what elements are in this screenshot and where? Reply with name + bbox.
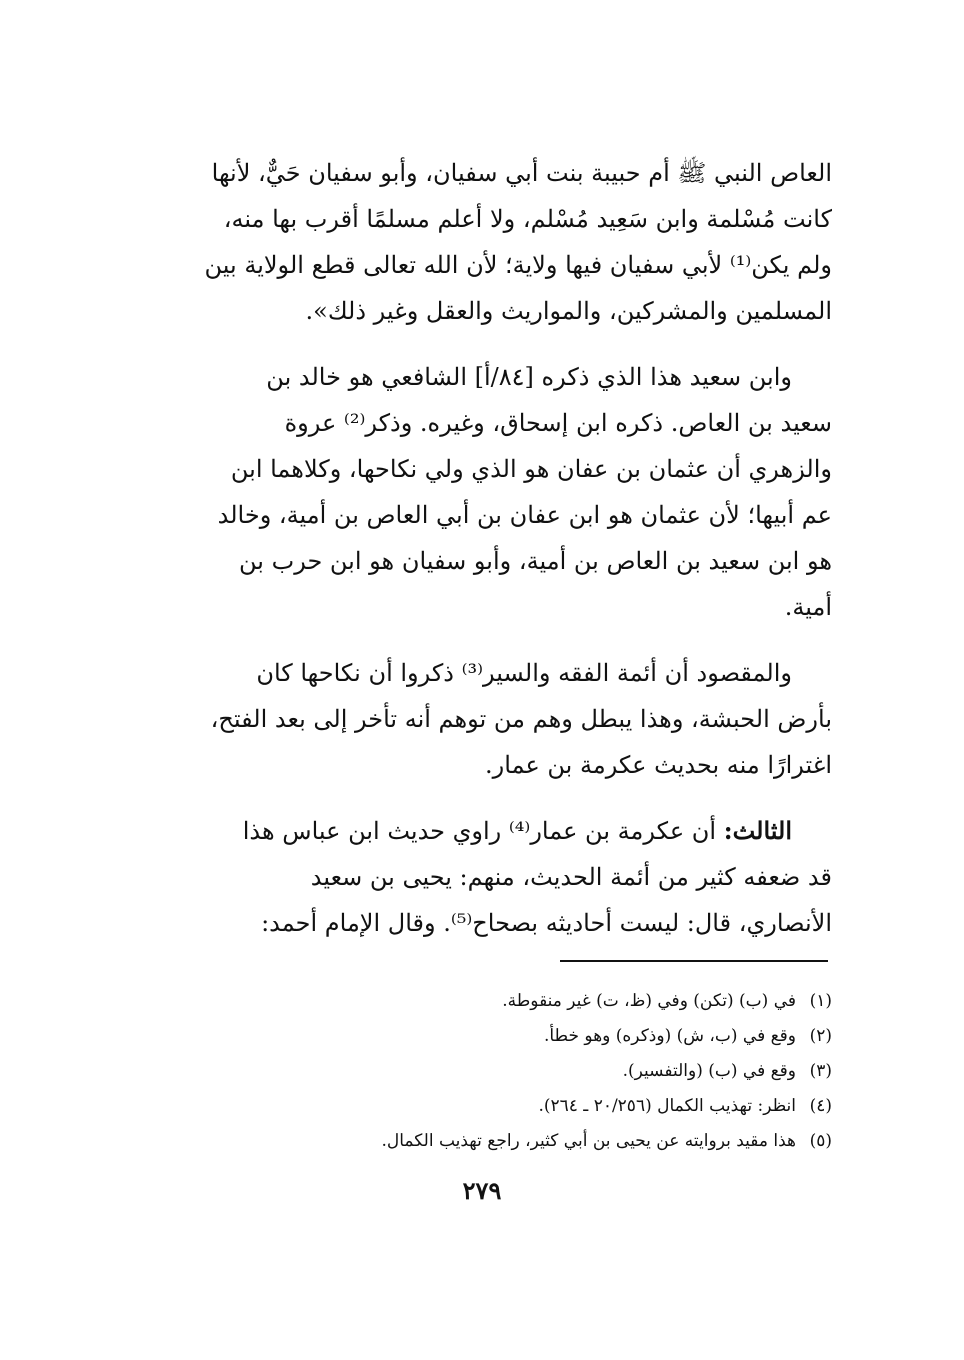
footnote-text: وقع في (ب، ش) (وذكره) وهو خطأ. — [543, 1026, 796, 1046]
text-line: وابن سعيد هذا الذي ذكره [٨٤/أ] الشافعي هو خالد بن — [266, 363, 792, 391]
footnote-number: (٥) — [809, 1131, 832, 1151]
text-line: اغترارًا منه بحديث عكرمة بن عمار. — [485, 751, 832, 779]
footnote-number: (١) — [809, 991, 832, 1011]
footnote-number: (٣) — [809, 1061, 832, 1081]
footnote — [200, 1124, 832, 1159]
footnote-number: (٢) — [809, 1026, 832, 1046]
footnotes — [200, 984, 832, 1159]
footnote-number: (٤) — [809, 1096, 832, 1116]
paragraph-1 — [132, 150, 832, 334]
text-line: والزهري أن عثمان بن عفان هو الذي ولي نكاحها، وكلاهما ابن — [230, 455, 832, 483]
text-line: العاص النبي ﷺ أم حبيبة بنت أبي سفيان، وأبو سفيان حَيٌّ، لأنها — [211, 159, 832, 187]
footnote-text: انظر: تهذيب الكمال (٢٠/٢٥٦ ـ ٢٦٤). — [538, 1096, 796, 1116]
text-line: ولم يكن⁽¹⁾ لأبي سفيان فيها ولاية؛ لأن الله تعالى قطع الولاية بين — [204, 251, 832, 279]
text-line: بأرض الحبشة، وهذا يبطل وهم من توهم أنه تأخر إلى بعد الفتح، — [210, 705, 832, 733]
footnote — [200, 984, 832, 1019]
paragraph-4 — [132, 808, 832, 946]
text-line: عم أبيها؛ لأن عثمان هو ابن عفان بن أبي العاص بن أمية، وخالد — [217, 501, 832, 529]
text-line: قد ضعفه كثير من أئمة الحديث، منهم: يحيى بن سعيد — [310, 863, 832, 891]
page-number: ٢٧٩ — [462, 1176, 502, 1205]
text-line: الأنصاري، قال: ليست أحاديثه بصحاح⁽⁵⁾. وقال الإمام أحمد: — [261, 909, 832, 937]
footnote-separator — [560, 960, 828, 962]
footnote-text: في (ب) (تكن) وفي (ظ، ت) غير منقوطة. — [502, 991, 796, 1011]
paragraph-2 — [132, 354, 832, 630]
footnote — [200, 1089, 832, 1124]
text-line: المسلمين والمشركين، والمواريث والعقل وغير ذلك». — [305, 297, 832, 325]
paragraph-3 — [132, 650, 832, 788]
text-line: هو ابن سعيد بن العاص بن أمية، وأبو سفيان هو ابن حرب بن — [239, 547, 832, 575]
text-line — [132, 808, 832, 854]
text-line: كانت مُسْلمة وابن سَعِيد مُسْلم، ولا أعلم مسلمًا أقرب بها منه، — [223, 205, 832, 233]
text-line: والمقصود أن أئمة الفقه والسير⁽³⁾ ذكروا أن نكاحها كان — [256, 659, 792, 687]
footnote-text: هذا مقيد بروايته عن يحيى بن أبي كثير، راجع تهذيب الكمال. — [381, 1131, 796, 1151]
footnote — [200, 1019, 832, 1054]
text-line: أمية. — [784, 593, 832, 621]
main-text — [132, 150, 832, 946]
footnote-text: وقع في (ب) (والتفسير). — [622, 1061, 796, 1081]
footnote — [200, 1054, 832, 1089]
text-line: سعيد بن العاص. ذكره ابن إسحاق، وغيره. وذكر⁽²⁾ عروة — [284, 409, 832, 437]
text-line-rest: أن عكرمة بن عمار⁽⁴⁾ راوي حديث ابن عباس هذا — [242, 817, 724, 845]
paragraph-lead-word: الثالث: — [723, 816, 792, 845]
